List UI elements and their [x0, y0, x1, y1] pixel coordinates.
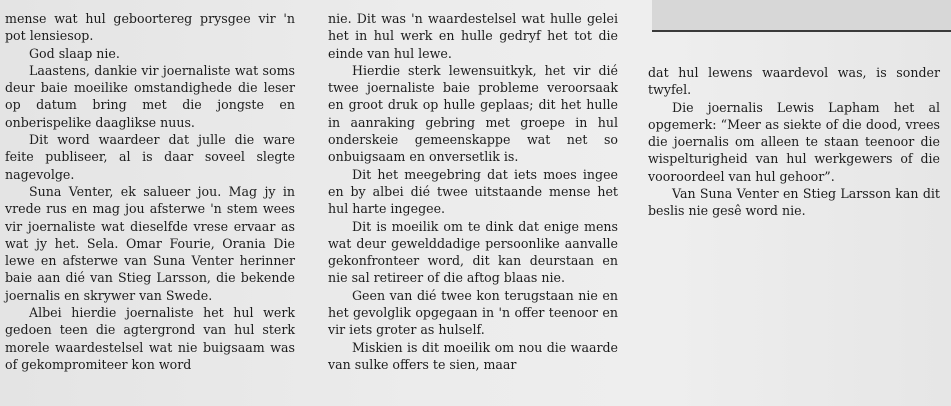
paragraph: Laastens, dankie vir joernaliste wat soms deur baie moeilike omstandighede die leser op datum bring met die jongste en onberispelike daaglikse nuus.	[5, 62, 295, 130]
text-column-1	[5, 10, 295, 373]
paragraph: Van Suna Venter en Stieg Larsson kan dit beslis nie gesê word nie.	[648, 186, 940, 219]
paragraph: Die joernalis Lewis Lapham het al opgemerk: “Meer as siekte of die dood, vrees die joernalis om alleen te staan teenoor die wispelturigheid van hul werkgewers of die vooroordeel van hul gehoor”.	[648, 99, 940, 184]
paragraph: mense wat hul geboortereg prysgee vir 'n pot lensiesop.	[5, 11, 295, 44]
paragraph: Dit word waardeer dat julle die ware feite publiseer, al is daar soveel slegte nagevolge.	[5, 132, 295, 182]
paragraph: Dit is moeilik om te dink dat enige mens wat deur gewelddadige persoonlike aanvalle gekonfronteer word, dit kan deurstaan en nie sal retireer of die aftog blaas nie.	[328, 218, 618, 286]
paragraph: nie. Dit was 'n waardestelsel wat hulle gelei het in hul werk en hulle gedryf het tot die einde van hul lewe.	[328, 11, 618, 61]
paragraph: God slaap nie.	[29, 45, 120, 61]
paragraph: Dit het meegebring dat iets moes ingee en by albei dié twee uitstaande mense het hul harte ingegee.	[328, 166, 618, 217]
header-image-block	[652, 0, 951, 32]
paragraph: Geen van dié twee kon terugstaan nie en het gevolglik opgegaan in 'n offer teenoor en vir iets groter as hulself.	[328, 287, 618, 338]
paragraph: Miskien is dit moeilik om nou die waarde van sulke offers te sien, maar	[328, 339, 618, 372]
text-column-2	[328, 10, 618, 373]
text-column-3	[648, 64, 940, 220]
paragraph: Hierdie sterk lewensuitkyk, het vir dié twee joernaliste baie probleme veroorsaak en groot druk op hulle geplaas; dit het hulle in aanraking gebring met groepe in hul onderskeie gemeenskappe wat net so onbuigsaam en onversetlik is.	[328, 62, 618, 165]
paragraph: dat hul lewens waardevol was, is sonder twyfel.	[648, 65, 940, 98]
paragraph: Albei hierdie joernaliste het hul werk gedoen teen die agtergrond van hul sterk morele waardestelsel wat nie buigsaam was of gekompromiteer kon word	[5, 305, 295, 372]
paragraph: Suna Venter, ek salueer jou. Mag jy in vrede rus en mag jou afsterwe 'n stem wees vir joernaliste wat dieselfde vrese ervaar as wat jy het. Sela. Omar Fourie, Orania Die lewe en afsterwe van Suna Venter herinner baie aan dié van Stieg Larsson, die bekende joernalis en skrywer van Swede.	[5, 183, 295, 303]
